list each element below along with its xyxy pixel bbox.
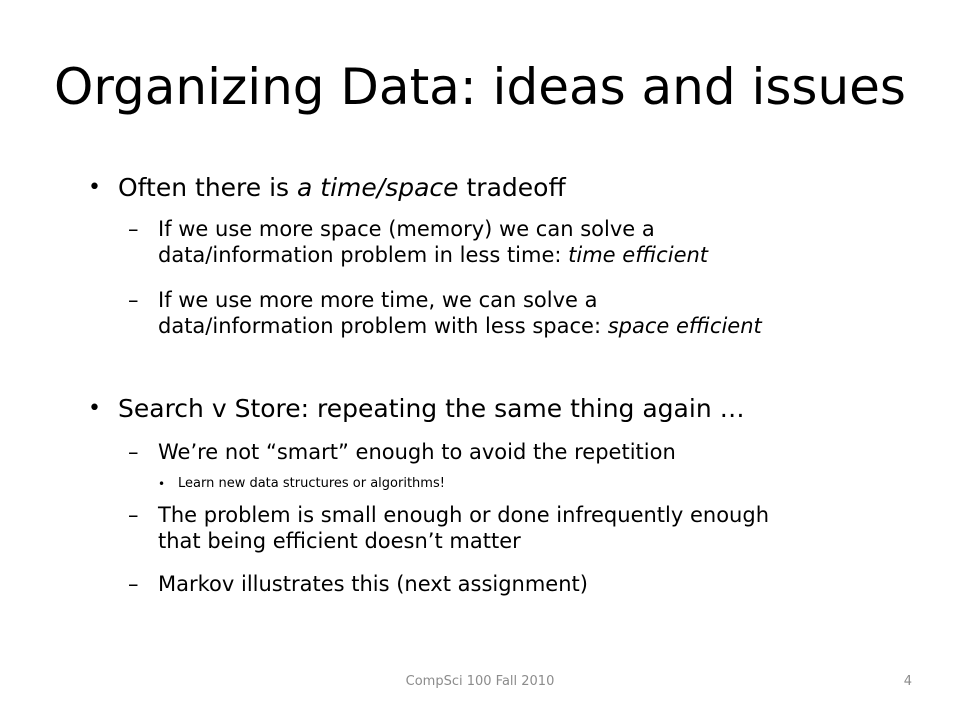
bullet-text: Search v Store: repeating the same thing again … [118, 394, 745, 423]
bullet-text-pre: Often there is [118, 173, 298, 202]
subbullet-line-emphasis: space efficient [607, 314, 762, 338]
bullet-text-post: tradeoff [458, 173, 566, 202]
subsubbullet-text: Learn new data structures or algorithms! [178, 476, 445, 491]
subbullet-line-emphasis: time efficient [568, 243, 709, 267]
subbullet-line: The problem is small enough or done infrequently enough [158, 503, 769, 527]
dash-icon: – [128, 572, 139, 596]
footer-course: CompSci 100 Fall 2010 [405, 674, 555, 689]
slide-title: Organizing Data: ideas and issues [53, 58, 906, 116]
subbullet-not-smart [128, 439, 918, 465]
subbullet-problem-small [128, 502, 918, 554]
dash-icon: – [128, 217, 139, 241]
bullet-time-space-tradeoff [88, 173, 566, 203]
subbullet-line: Markov illustrates this (next assignment) [158, 572, 588, 596]
footer-page-number: 4 [903, 674, 912, 689]
dash-icon: – [128, 440, 139, 464]
bullet-dot-icon: • [88, 175, 101, 200]
subbullet-line-pre: data/information problem in less time: [158, 243, 569, 267]
subbullet-line: that being efficient doesn’t matter [158, 529, 521, 553]
subbullet-more-space [128, 216, 918, 268]
subbullet-line: We’re not “smart” enough to avoid the repetition [158, 440, 676, 464]
subbullet-markov [128, 571, 918, 597]
subbullet-line: If we use more more time, we can solve a [158, 288, 598, 312]
subbullet-more-time [128, 287, 918, 339]
bullet-dot-icon: • [88, 396, 101, 421]
dash-icon: – [128, 503, 139, 527]
subbullet-line-pre: data/information problem with less space: [158, 314, 608, 338]
subsubbullet-learn-new [158, 475, 445, 493]
bullet-text-emphasis: a time/space [297, 173, 459, 202]
bullet-search-v-store [88, 394, 745, 424]
bullet-dot-icon: • [158, 477, 166, 491]
dash-icon: – [128, 288, 139, 312]
subbullet-line: If we use more space (memory) we can solve a [158, 217, 655, 241]
